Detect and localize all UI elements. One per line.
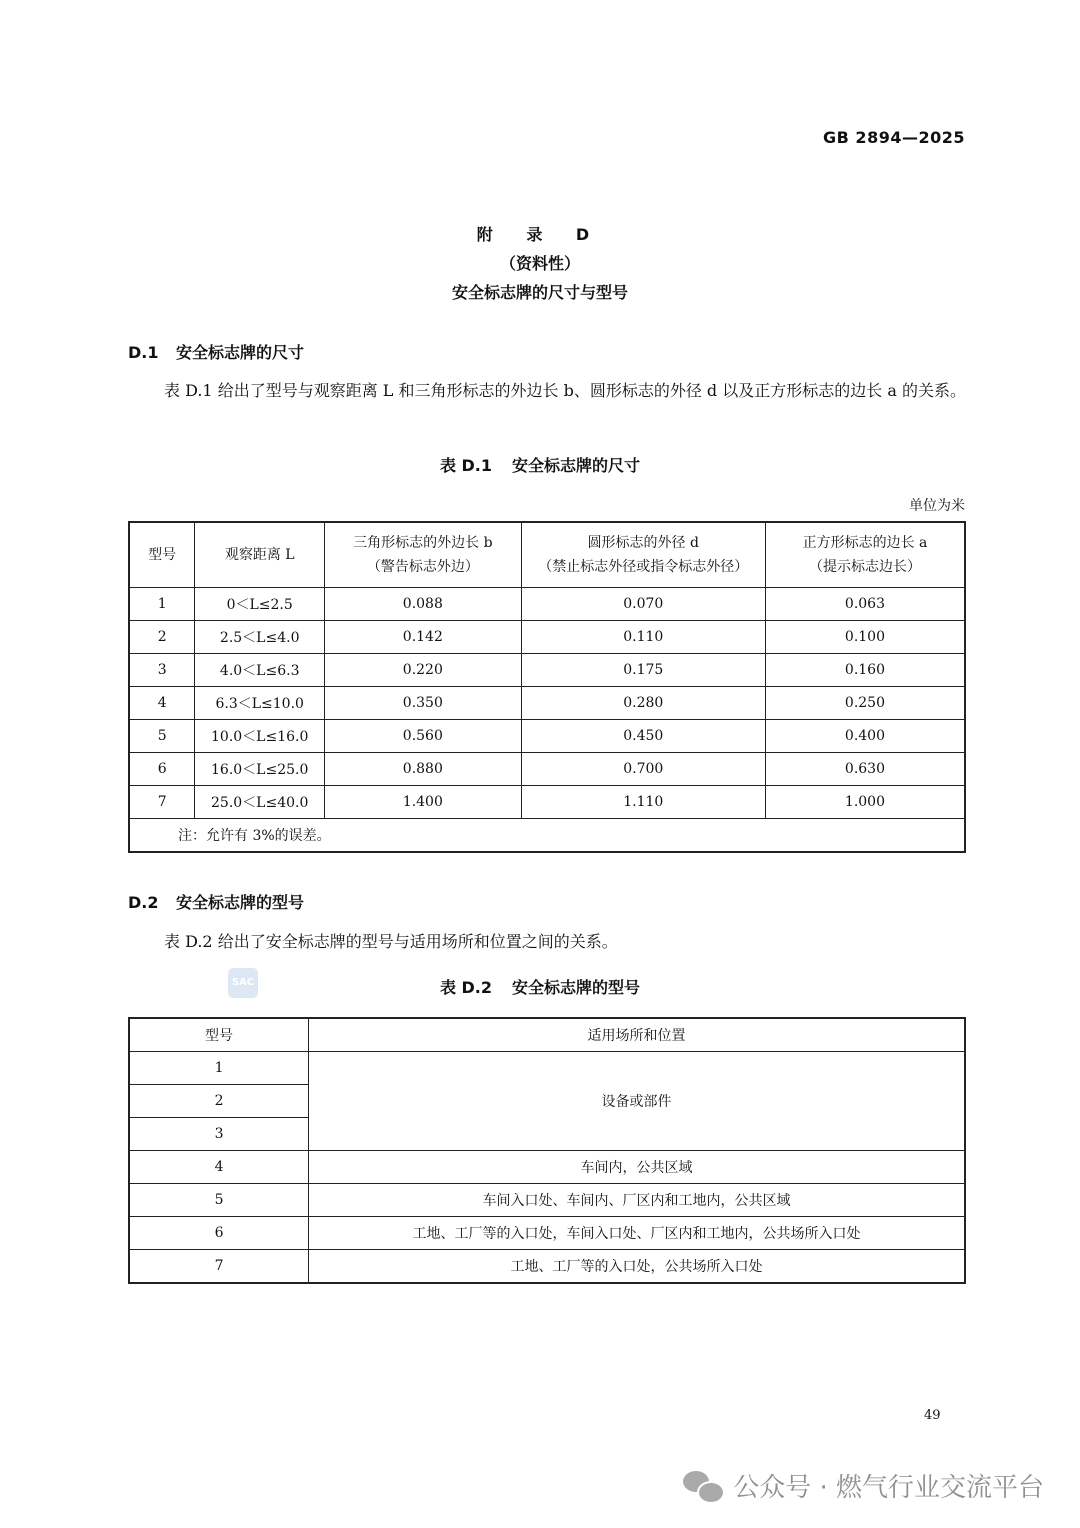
table-cell: 0.280 <box>521 687 765 720</box>
unit-label: 单位为米 <box>909 498 965 514</box>
appendix-subtitle: （资料性） <box>499 254 580 273</box>
table-cell: 0.220 <box>325 654 522 687</box>
header-cell: 圆形标志的外径 d （禁止标志外径或指令标志外径） <box>521 522 765 588</box>
table-cell: 0.142 <box>325 621 522 654</box>
table-cell: 0＜L≤2.5 <box>195 588 325 621</box>
section-number: D.2 <box>128 893 159 912</box>
sac-watermark-logo: SAC <box>228 968 258 998</box>
table-cell: 2.5＜L≤4.0 <box>195 621 325 654</box>
section-title: 安全标志牌的型号 <box>176 893 305 912</box>
table-cell: 6 <box>129 1217 309 1250</box>
paragraph-text: 表 D.2 给出了安全标志牌的型号与适用场所和位置之间的关系。 <box>164 932 618 951</box>
section-paragraph-d2 <box>128 928 966 956</box>
table-cell: 1 <box>129 1052 309 1085</box>
table-row <box>129 621 965 654</box>
table-cell: 4 <box>129 1151 309 1184</box>
table-cell: 0.110 <box>521 621 765 654</box>
table-cell: 0.400 <box>765 720 965 753</box>
table-cell: 6.3＜L≤10.0 <box>195 687 325 720</box>
appendix-name: 安全标志牌的尺寸与型号 <box>451 283 628 302</box>
table-cell: 5 <box>129 1184 309 1217</box>
table-caption-d1 <box>0 453 1080 476</box>
table-cell: 2 <box>129 621 195 654</box>
table-row <box>129 720 965 753</box>
table-row <box>129 588 965 621</box>
table-row <box>129 1184 965 1217</box>
table-cell: 1.000 <box>765 786 965 819</box>
table-cell: 16.0＜L≤25.0 <box>195 753 325 786</box>
caption-title: 安全标志牌的型号 <box>512 978 641 997</box>
table-cell: 工地、工厂等的入口处，车间入口处、厂区内和工地内，公共场所入口处 <box>309 1217 965 1250</box>
caption-number: 表 D.2 <box>439 978 493 997</box>
table-cell: 0.160 <box>765 654 965 687</box>
table-caption-d2 <box>0 975 1080 998</box>
table-cell: 1 <box>129 588 195 621</box>
table-cell: 1.400 <box>325 786 522 819</box>
table-cell: 1.110 <box>521 786 765 819</box>
table-cell: 工地、工厂等的入口处，公共场所入口处 <box>309 1250 965 1284</box>
section-heading-d1 <box>128 340 304 363</box>
table-row <box>129 753 965 786</box>
footer-watermark <box>683 1467 1044 1504</box>
table-row <box>129 1217 965 1250</box>
table-cell: 7 <box>129 1250 309 1284</box>
table-cell: 5 <box>129 720 195 753</box>
table-cell: 0.088 <box>325 588 522 621</box>
section-number: D.1 <box>128 343 159 362</box>
section-paragraph-d1 <box>128 377 966 405</box>
header-cell: 型号 <box>129 1018 309 1052</box>
table-row <box>129 1151 965 1184</box>
table-cell: 0.450 <box>521 720 765 753</box>
footer-text: 公众号 · 燃气行业交流平台 <box>733 1473 1044 1503</box>
table-row <box>129 654 965 687</box>
table-row <box>129 1052 965 1085</box>
size-table <box>128 521 966 853</box>
table-cell: 2 <box>129 1085 309 1118</box>
table-cell: 25.0＜L≤40.0 <box>195 786 325 819</box>
section-heading-d2 <box>128 890 304 913</box>
table-cell: 0.063 <box>765 588 965 621</box>
table-cell: 车间内，公共区域 <box>309 1151 965 1184</box>
table-note-row <box>129 819 965 853</box>
table-header-row <box>129 1018 965 1052</box>
table-header-row <box>129 522 965 588</box>
table-cell: 4 <box>129 687 195 720</box>
standard-number: GB 2894—2025 <box>823 128 965 147</box>
table-cell: 0.880 <box>325 753 522 786</box>
appendix-title: 附 录 D <box>476 225 604 244</box>
caption-title: 安全标志牌的尺寸 <box>512 456 641 475</box>
table-row <box>129 687 965 720</box>
header-cell: 三角形标志的外边长 b （警告标志外边） <box>325 522 522 588</box>
table-note: 注：允许有 3%的误差。 <box>129 819 965 853</box>
table-cell: 3 <box>129 1118 309 1151</box>
header-cell: 型号 <box>129 522 195 588</box>
paragraph-text: 表 D.1 给出了型号与观察距离 L 和三角形标志的外边长 b、圆形标志的外径 d 以及正方形标志的边长 a 的关系。 <box>164 381 966 400</box>
header-cell: 正方形标志的边长 a （提示标志边长） <box>765 522 965 588</box>
table-cell: 0.630 <box>765 753 965 786</box>
table-cell: 0.700 <box>521 753 765 786</box>
caption-number: 表 D.1 <box>439 456 493 475</box>
table-cell: 6 <box>129 753 195 786</box>
table-cell: 4.0＜L≤6.3 <box>195 654 325 687</box>
section-title: 安全标志牌的尺寸 <box>176 343 305 362</box>
table-row <box>129 786 965 819</box>
table-cell: 7 <box>129 786 195 819</box>
table-cell: 0.175 <box>521 654 765 687</box>
model-table <box>128 1017 966 1284</box>
table-cell: 0.560 <box>325 720 522 753</box>
table-cell: 0.350 <box>325 687 522 720</box>
table-cell: 0.250 <box>765 687 965 720</box>
table-cell: 0.100 <box>765 621 965 654</box>
page-number: 49 <box>924 1408 941 1423</box>
table-cell: 车间入口处、车间内、厂区内和工地内，公共区域 <box>309 1184 965 1217</box>
table-cell: 0.070 <box>521 588 765 621</box>
header-cell: 观察距离 L <box>195 522 325 588</box>
merged-place-cell: 设备或部件 <box>309 1052 965 1151</box>
table-cell: 10.0＜L≤16.0 <box>195 720 325 753</box>
header-cell: 适用场所和位置 <box>309 1018 965 1052</box>
table-cell: 3 <box>129 654 195 687</box>
table-row <box>129 1250 965 1284</box>
wechat-icon <box>683 1469 723 1503</box>
